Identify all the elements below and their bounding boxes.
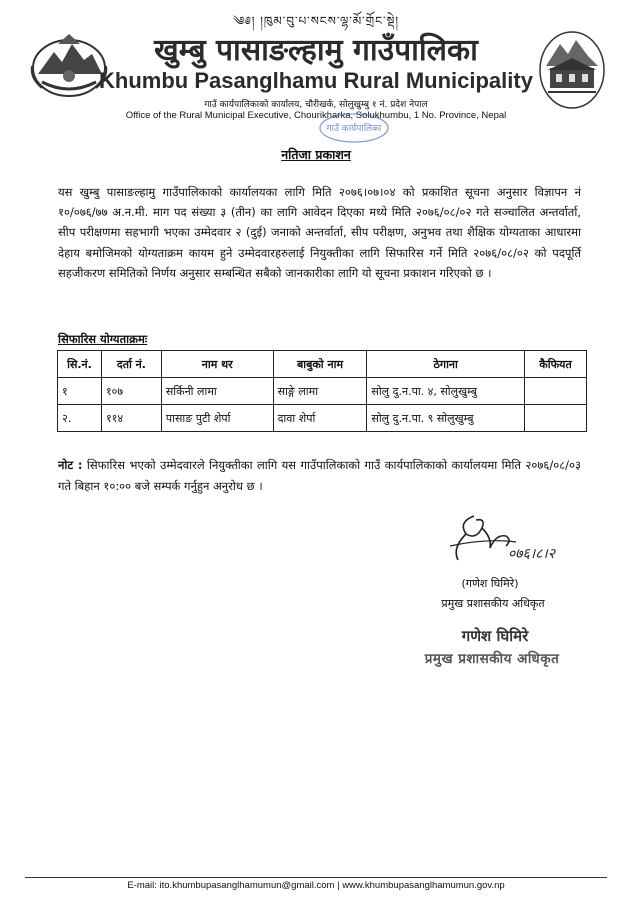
signatory-role: प्रमुख प्रशासकीय अधिकृत [441, 597, 545, 610]
cell-name: सर्किनी लामा [161, 378, 273, 405]
cell-serial: १ [58, 378, 102, 405]
note-label: नोट : [58, 458, 83, 472]
table-header-row [58, 351, 587, 378]
office-stamp [318, 112, 390, 144]
handwritten-signature [446, 508, 586, 570]
note-text: सिफारिस भएको उम्मेदवारले नियुक्तीका लागि यस गाउँपालिकाको गाउँ कार्यपालिकाको कार्यालयमा मिति २०७६/०८/०३ गते बिहान १०:०० बजे सम्पर्क गर्नुहुन अनुरोध छ । [58, 458, 582, 493]
column-header-name: नाम थर [161, 351, 273, 378]
notice-body-text: यस खुम्बु पासाङल्हामु गाउँपालिकाको कार्यालयका लागि मिति २०७६।०७।०४ को प्रकाशित सूचना अनुसार विज्ञापन नं १०/०७६/७७ अ.न.मी. माग पद संख्या ३ (तीन) का लागि आवेदन दिएका मध्ये मिति २०७६/०८/०२ गते सञ्चालित अन्तर्वार्ता, सीप परीक्षणमा सहभागी भएका उम्मेदवार २ (दुई) जनाको अन्तर्वार्ता, सीप परीक्षण, अनुभव तथा शैक्षिक योग्यताका आधारमा देहाय बमोजिमको योग्यताक्रम कायम हुने उम्मेदवारहरुलाई नियुक्तीका लागि सिफारिस गर्ने मिति २०७६/०८/०२ को पदपूर्ति सहजीकरण समितिको निर्णय अनुसार सम्बन्धित सबैको जानकारीका लागि यो सूचना प्रकाशन गरिएको छ । [58, 185, 581, 280]
cell-registration: ११४ [101, 405, 161, 432]
role-stamp: प्रमुख प्रशासकीय अधिकृत [424, 651, 560, 667]
cell-remarks [525, 405, 587, 432]
signatory-name: (गणेश घिमिरे) [461, 577, 519, 590]
municipality-title-english: Khumbu Pasanglhamu Rural Municipality [99, 68, 533, 93]
notice-title: नतिजा प्रकाशन [281, 147, 351, 162]
footer-contact: E-mail: ito.khumbupasanglhamumun@gmail.com | www.khumbupasanglhamumun.gov.np [127, 880, 505, 891]
table-row [58, 405, 587, 432]
office-address-english: Office of the Rural Municipal Executive, Chourikharka, Solukhumbu, 1 No. Province, Nepal [125, 110, 507, 121]
column-header-serial: सि.नं. [58, 351, 102, 378]
office-address-nepali: गाउँ कार्यपालिकाको कार्यालय, चौरीखर्क, सोलुखुम्बु १ नं. प्रदेश नेपाल [204, 100, 428, 110]
recommendation-table [57, 350, 587, 432]
table-row [58, 378, 587, 405]
column-header-remarks: कैफियत [525, 351, 587, 378]
column-header-address: ठेगाना [367, 351, 525, 378]
cell-remarks [525, 378, 587, 405]
footer-divider [25, 877, 607, 878]
cell-father-name: साङ्गे लामा [273, 378, 367, 405]
cell-address: सोलु दु.न.पा. ९ सोलुखुम्बु [367, 405, 525, 432]
cell-registration: १०७ [101, 378, 161, 405]
office-stamp-text: गाउँ कार्यपालिका [326, 124, 382, 134]
cell-name: पासाङ पुटी शेर्पा [161, 405, 273, 432]
name-stamp: गणेश घिमिरे [461, 627, 529, 645]
cell-address: सोलु दु.न.पा. ४, सोलुखुम्बु [367, 378, 525, 405]
signature-date: ०७६।८।२ [508, 546, 556, 562]
tibetan-header-line: ༄༅། །ཁུམ་བུ་པ་སངས་ལྷ་མོ་གྲོང་སྡེ། [233, 14, 399, 28]
column-header-registration: दर्ता नं. [101, 351, 161, 378]
cell-serial: २. [58, 405, 102, 432]
note-paragraph [58, 455, 581, 496]
cell-father-name: दावा शेर्पा [273, 405, 367, 432]
municipality-title-nepali: खुम्बु पासाङल्हामु गाउँपालिका [154, 33, 478, 68]
recommendation-table-heading: सिफारिस योग्यताक्रमः [58, 332, 148, 346]
column-header-father-name: बाबुको नाम [273, 351, 367, 378]
